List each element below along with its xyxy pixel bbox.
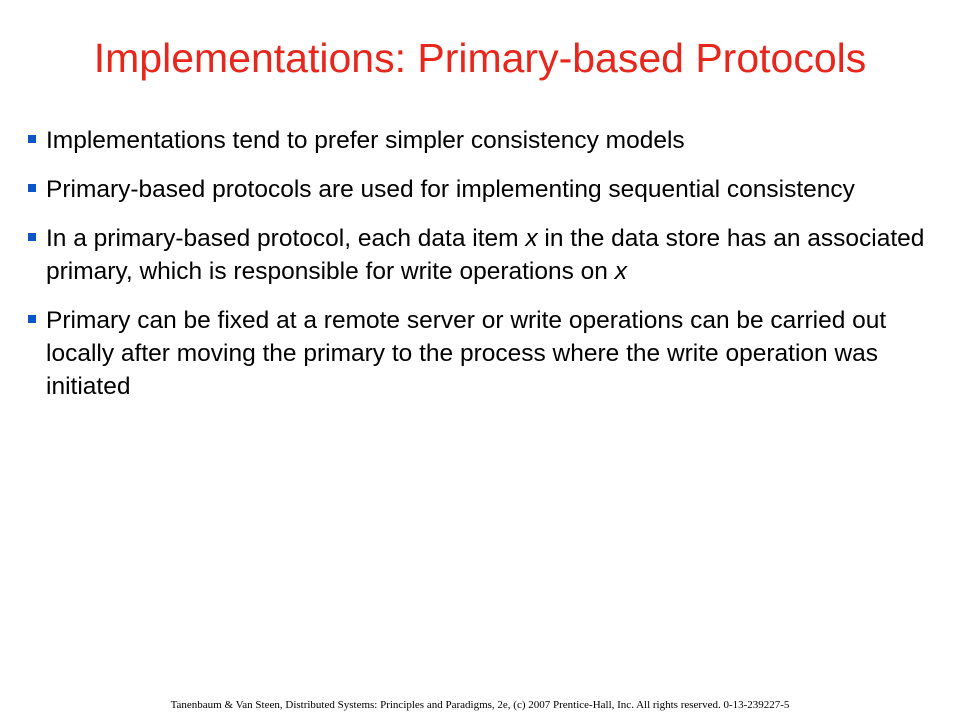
variable-x: x [525,225,538,252]
bullet-item [28,222,928,288]
variable-x: x [614,258,627,285]
bullet-text: In a primary-based protocol, each data item x in the data store has an associated primary, which is responsible for write operations on x [46,225,925,285]
bullet-text: Implementations tend to prefer simpler consistency models [46,127,685,154]
square-bullet-icon [28,233,36,241]
bullet-list [28,124,928,419]
square-bullet-icon [28,315,36,323]
copyright-footer: Tanenbaum & Van Steen, Distributed Systems: Principles and Paradigms, 2e, (c) 2007 Prentice-Hall, Inc. All rights reserved. 0-13-239227-5 [170,699,790,711]
square-bullet-icon [28,184,36,192]
bullet-item [28,124,928,157]
bullet-text: Primary-based protocols are used for implementing sequential consistency [46,176,855,203]
bullet-item [28,173,928,206]
bullet-text: Primary can be fixed at a remote server or write operations can be carried out locally after moving the primary to the process where the write operation was initiated [46,307,887,400]
slide-title: Implementations: Primary-based Protocols [93,35,867,81]
square-bullet-icon [28,135,36,143]
bullet-item [28,304,928,403]
